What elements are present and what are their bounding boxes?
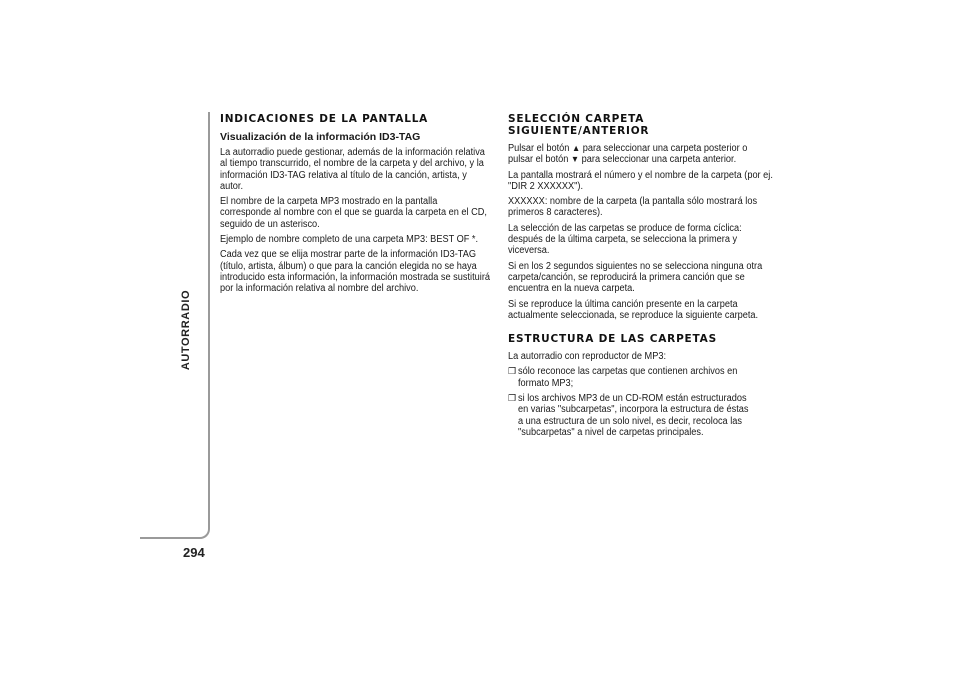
side-rule bbox=[140, 112, 210, 539]
folder-select-heading: SELECCIÓN CARPETA SIGUIENTE/ANTERIOR bbox=[508, 113, 650, 137]
paragraph: La autorradio puede gestionar, además de la información relativa al tiempo transcurrido, el nombre de la carpeta y del archivo, y la información ID3-TAG relativa al título de la canción, artista, y autor. bbox=[220, 147, 485, 192]
text-fragment: para seleccionar una carpeta anterior. bbox=[581, 154, 737, 166]
paragraph: Ejemplo de nombre completo de una carpeta MP3: BEST OF *. bbox=[220, 234, 479, 246]
paragraph bbox=[508, 143, 774, 166]
down-arrow-icon: ▼ bbox=[570, 154, 580, 165]
paragraph: La pantalla mostrará el número y el nombre de la carpeta (por ej. "DIR 2 XXXXXX"). bbox=[508, 169, 773, 192]
paragraph: Si se reproduce la última canción presente en la carpeta actualmente seleccionada, se reproduce la siguiente carpeta. bbox=[508, 298, 759, 321]
id3-tag-subheading: Visualización de la información ID3-TAG bbox=[220, 131, 421, 143]
paragraph: Cada vez que se elija mostrar parte de la información ID3-TAG (título, artista, álbum) o que para la canción elegida no se haya introducido esta información, la información mostrada se sustituirá por la información relativa al nombre del archivo. bbox=[220, 249, 491, 295]
paragraph: La selección de las carpetas se produce de forma cíclica: después de la última carpeta, se selecciona la primera y viceversa. bbox=[508, 222, 742, 257]
text-fragment: para seleccionar una carpeta posterior o pulsar el botón bbox=[508, 143, 748, 166]
page-number: 294 bbox=[183, 545, 205, 560]
list-item-text: sólo reconoce las carpetas que contienen archivos en formato MP3; bbox=[518, 366, 738, 389]
display-info-heading: INDICACIONES DE LA PANTALLA bbox=[220, 113, 429, 125]
section-side-label: AUTORRADIO bbox=[180, 289, 192, 371]
left-column bbox=[220, 113, 492, 299]
right-column bbox=[508, 113, 776, 442]
text-fragment: Pulsar el botón bbox=[508, 143, 570, 154]
up-arrow-icon: ▲ bbox=[571, 143, 581, 153]
folder-structure-heading: ESTRUCTURA DE LAS CARPETAS bbox=[508, 333, 717, 346]
checkbox-bullet-icon: ❒ bbox=[508, 366, 517, 377]
paragraph: XXXXXX: nombre de la carpeta (la pantalla sólo mostrará los primeros 8 caracteres). bbox=[508, 196, 758, 219]
list-item bbox=[508, 393, 776, 438]
paragraph: El nombre de la carpeta MP3 mostrado en la pantalla corresponde al nombre con el que se guarda la carpeta en el CD, seguido de un asterisco. bbox=[220, 196, 487, 230]
paragraph: Si en los 2 segundos siguientes no se selecciona ninguna otra carpeta/canción, se reproducirá la primera canción que se encuentra en la nueva carpeta. bbox=[508, 260, 763, 295]
paragraph: La autorradio con reproductor de MP3: bbox=[508, 351, 667, 363]
list-item-text: si los archivos MP3 de un CD-ROM están estructurados en varias "subcarpetas", incorpora la estructura de éstas a una estructura de un solo nivel, es decir, recoloca las "subcarpetas" a nivel de carpetas principales. bbox=[518, 393, 749, 438]
list-item bbox=[508, 366, 776, 389]
checkbox-bullet-icon: ❒ bbox=[508, 393, 517, 404]
